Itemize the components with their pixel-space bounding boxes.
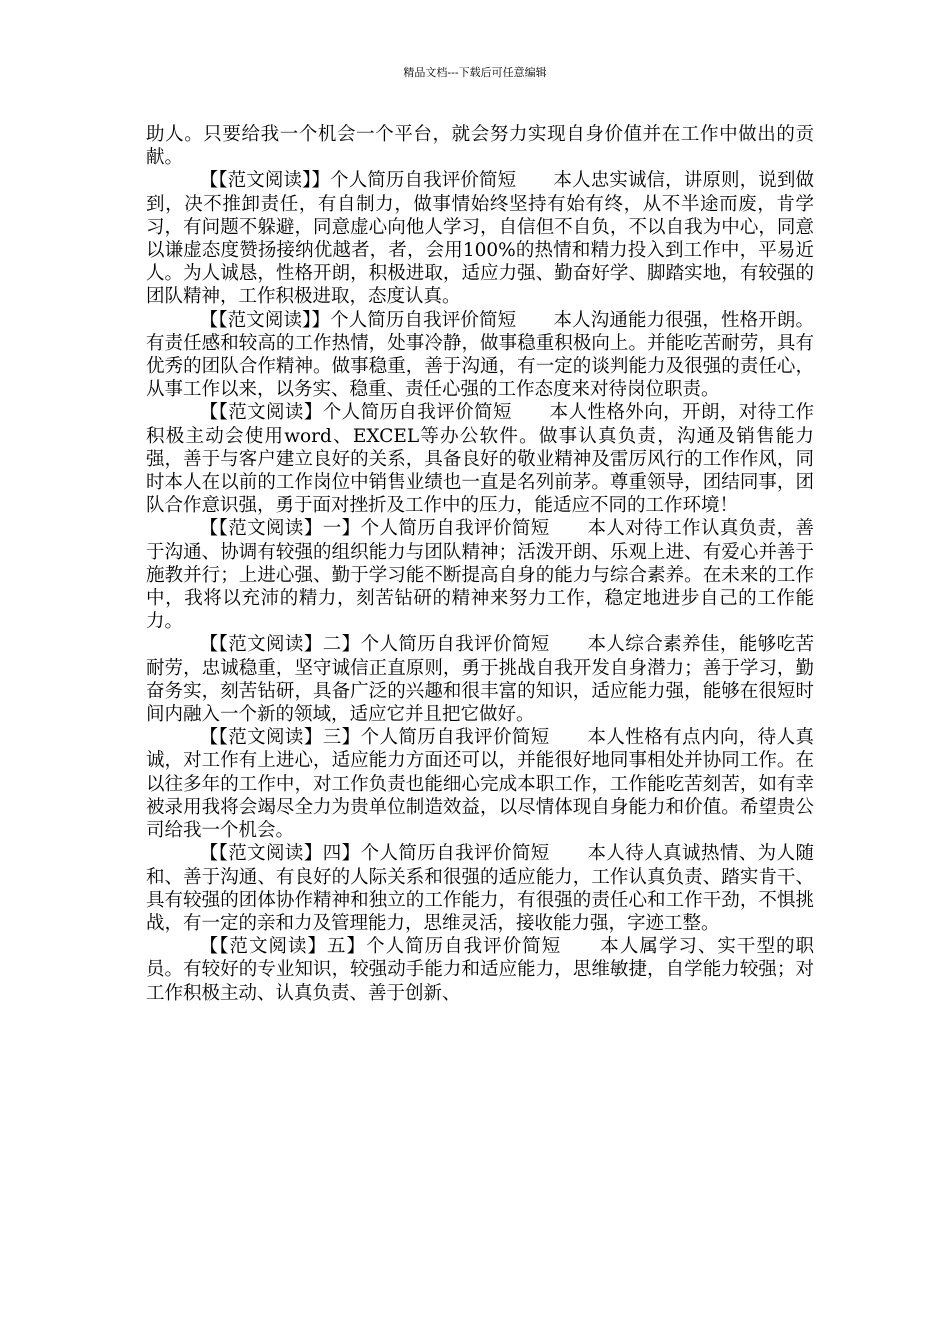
paragraph-sample: 【【范文阅读】个人简历自我评价简短 本人性格外向，开朗，对待工作积极主动会使用word、EXCEL等办公软件。做事认真负责，沟通及销售能力强，善于与客户建立良好的关系，具备良好的敬业精神及雷厉风行的工作作风，同时本人在以前的工作岗位中销售业绩也一直是名列前茅。尊重领导，团结同事，团队合作意识强，勇于面对挫折及工作中的压力，能适应不同的工作环境！ <box>146 402 814 517</box>
paragraph-sample-2: 【【范文阅读】二】个人简历自我评价简短 本人综合素养佳，能够吃苦耐劳，忠诚稳重，坚守诚信正直原则，勇于挑战自我开发自身潜力；善于学习，勤奋务实，刻苦钻研，具备广泛的兴趣和很丰富的知识，适应能力强，能够在很短时间内融入一个新的领域，适应它并且把它做好。 <box>146 634 814 726</box>
paragraph-sample-5: 【【范文阅读】五】个人简历自我评价简短 本人属学习、实干型的职员。有较好的专业知识，较强动手能力和适应能力，思维敏捷，自学能力较强；对工作积极主动、认真负责、善于创新、 <box>146 936 814 1004</box>
document-body <box>146 123 814 1005</box>
paragraph-sample: 【【范文阅读】】个人简历自我评价简短 本人沟通能力很强，性格开朗。有责任感和较高的工作热情，处事冷静，做事稳重积极向上。并能吃苦耐劳，具有优秀的团队合作精神。做事稳重，善于沟通，有一定的谈判能力及很强的责任心，从事工作以来，以务实、稳重、责任心强的工作态度来对待岗位职责。 <box>146 309 814 401</box>
paragraph-sample: 【【范文阅读】】个人简历自我评价简短 本人忠实诚信，讲原则，说到做到，决不推卸责任，有自制力，做事情始终坚持有始有终，从不半途而废，肯学习，有问题不躲避，同意虚心向他人学习，自信但不自负，不以自我为中心，同意以谦虚态度赞扬接纳优越者，者，会用100%的热情和精力投入到工作中，平易近人。为人诚恳，性格开朗，积极进取，适应力强、勤奋好学、脚踏实地，有较强的团队精神，工作积极进取，态度认真。 <box>146 170 814 308</box>
paragraph-sample-1: 【【范文阅读】一】个人简历自我评价简短 本人对待工作认真负责，善于沟通、协调有较强的组织能力与团队精神；活泼开朗、乐观上进、有爱心并善于施教并行；上进心强、勤于学习能不断提高自身的能力与综合素养。在未来的工作中，我将以充沛的精力，刻苦钻研的精神来努力工作，稳定地进步自己的工作能力。 <box>146 518 814 633</box>
paragraph-sample-4: 【【范文阅读】四】个人简历自我评价简短 本人待人真诚热情、为人随和、善于沟通、有良好的人际关系和很强的适应能力，工作认真负责、踏实肯干、具有较强的团体协作精神和独立的工作能力，有很强的责任心和工作干劲，不惧挑战，有一定的亲和力及管理能力，思维灵活，接收能力强，字迹工整。 <box>146 843 814 934</box>
paragraph-sample-3: 【【范文阅读】三】个人简历自我评价简短 本人性格有点内向，待人真诚，对工作有上进心，适应能力方面还可以，并能很好地同事相处并协同工作。在以往多年的工作中，对工作负责也能细心完成本职工作，工作能吃苦刻苦，如有幸被录用我将会竭尽全力为贵单位制造效益，以尽情体现自身能力和价值。希望贵公司给我一个机会。 <box>146 727 814 842</box>
page-header: 精品文档---下载后可任意编辑 <box>403 66 547 79</box>
paragraph-continuation: 助人。只要给我一个机会一个平台，就会努力实现自身价值并在工作中做出的贡献。 <box>146 124 814 169</box>
